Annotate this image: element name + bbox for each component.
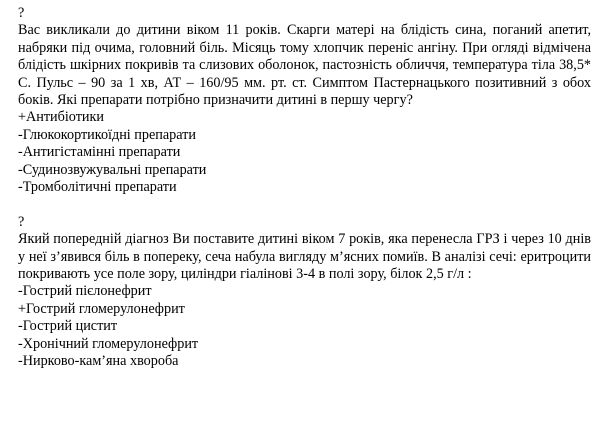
answer-option: -Хронічний гломерулонефрит xyxy=(18,335,199,352)
answer-option: -Глюкокортикоїдні препарати xyxy=(18,126,196,143)
question-block xyxy=(18,5,591,196)
question-text: Який попередній діагноз Ви поставите дитині віком 7 років, яка перенесла ГРЗ і через 10 днів у неї з’явився біль в попереку, сеча набула вигляду м’ясних помиїв. В аналізі сечі: еритроцити покривають усе поле зору, циліндри гіалінові 3-4 в полі зору, білок 2,5 г/л : xyxy=(18,231,591,283)
answer-options xyxy=(18,283,591,370)
answer-option: -Тромболітичні препарати xyxy=(18,179,177,196)
answer-option: -Гострий цистит xyxy=(18,318,118,335)
blank-line xyxy=(18,196,591,213)
answer-option: +Антибіотики xyxy=(18,109,104,126)
answer-option: -Нирково-кам’яна хвороба xyxy=(18,353,179,370)
question-text: Вас викликали до дитини віком 11 років. Скарги матері на блідість сина, поганий апетит, набряки під очима, головний біль. Місяць тому хлопчик переніс ангіну. При огляді відмічена блідість шкірних покривів та слизових оболонок, пастозність обличчя, температура тіла 38,5* С. Пульс – 90 за 1 хв, АТ – 160/95 мм. рт. ст. Симптом Пастернацького позитивний з обох боків. Які препарати потрібно призначити дитині в першу чергу? xyxy=(18,22,591,109)
question-marker: ? xyxy=(18,5,25,21)
answer-option: -Гострий пієлонефрит xyxy=(18,283,152,300)
answer-option: -Судинозвужувальні препарати xyxy=(18,161,207,178)
answer-option: +Гострий гломерулонефрит xyxy=(18,300,185,317)
question-marker: ? xyxy=(18,213,25,230)
question-block xyxy=(18,214,591,371)
answer-options xyxy=(18,109,591,196)
answer-option: -Антигістамінні препарати xyxy=(18,144,181,161)
